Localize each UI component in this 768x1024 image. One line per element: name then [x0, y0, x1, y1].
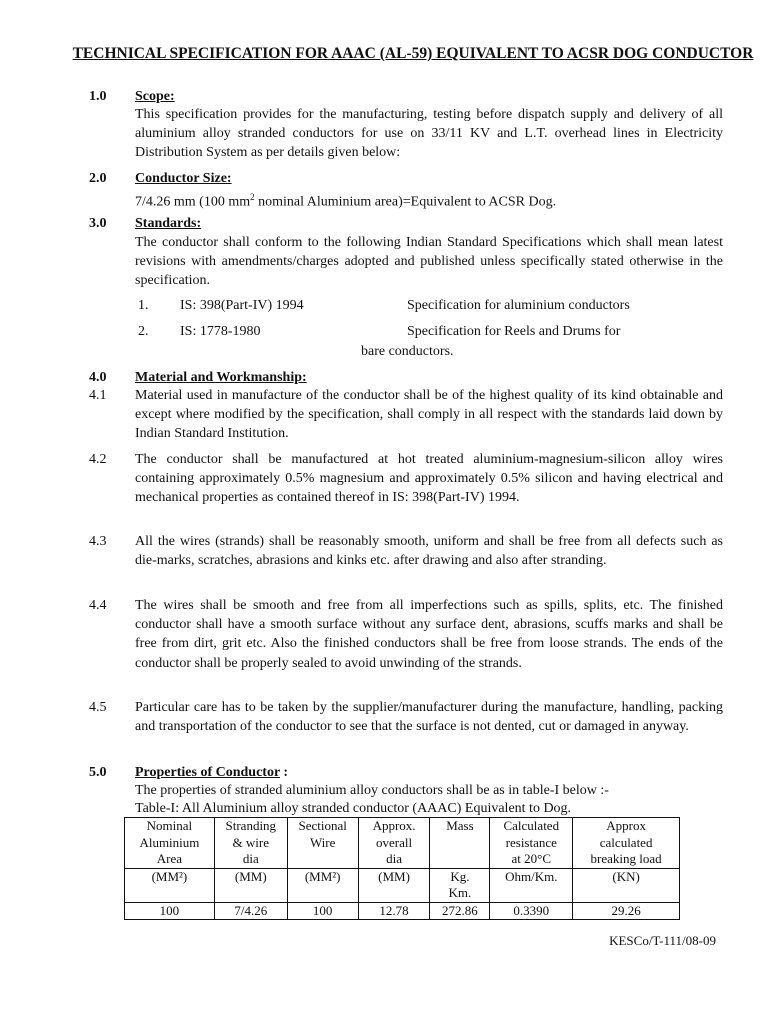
clause-number: 4.1: [89, 388, 107, 403]
value-cell: 272.86: [430, 902, 490, 920]
section-5-text: The properties of stranded aluminium alloy conductors shall be as in table-I below :-: [135, 783, 609, 798]
clause-number: 4.2: [89, 452, 107, 467]
clause-number: 4.4: [89, 598, 107, 613]
header-line: Approx.: [372, 818, 416, 833]
header-line: Sectional: [298, 818, 347, 833]
header-line: Approx: [606, 818, 646, 833]
header-line: dia: [386, 851, 402, 866]
clause-text: The conductor shall be manufactured at hot treated aluminium-magnesium-silicon alloy wires containing approximately 0.5% magnesium and approximately 0.5% silicon and having electrical and mechanical properties as contained thereof in IS: 398(Part-IV) 1994.: [135, 452, 723, 506]
document-title: TECHNICAL SPECIFICATION FOR AAAC (AL-59) EQUIVALENT TO ACSR DOG CONDUCTOR: [72, 45, 754, 62]
header-cell: [287, 818, 358, 869]
section-5-number: 5.0: [89, 765, 107, 780]
header-line: Nominal: [146, 818, 193, 833]
section-4-heading: Material and Workmanship:: [135, 370, 307, 385]
unit-cell: [490, 868, 573, 902]
conductor-properties-table: [124, 817, 680, 920]
header-line: Calculated: [503, 818, 560, 833]
value-cell: 7/4.26: [214, 902, 287, 920]
table-header-row: [125, 818, 680, 869]
section-4-number: 4.0: [89, 370, 107, 385]
unit-line: Ohm/Km.: [505, 868, 558, 884]
unit-cell: [430, 868, 490, 902]
conductor-size-part-a: 7/4.26 mm (100 mm: [135, 194, 251, 210]
standard-item-code: IS: 398(Part-IV) 1994: [180, 298, 304, 313]
unit-cell: [125, 868, 215, 902]
unit-line: (MM): [378, 868, 410, 884]
unit-cell: [214, 868, 287, 902]
header-line: dia: [242, 851, 259, 866]
value-cell: 0.3390: [490, 902, 573, 920]
table-caption: Table-I: All Aluminium alloy stranded conductor (AAAC) Equivalent to Dog.: [135, 801, 572, 816]
section-2-text: [135, 188, 723, 212]
value-cell: 100: [287, 902, 358, 920]
standard-item-description: Specification for aluminium conductors: [407, 298, 630, 313]
standard-item-code: IS: 1778-1980: [180, 324, 261, 339]
header-cell: [573, 818, 680, 869]
header-line: Wire: [309, 834, 336, 850]
header-line: calculated: [599, 834, 653, 850]
document-reference: KESCo/T-111/08-09: [609, 933, 716, 948]
clause-text: All the wires (strands) shall be reasonably smooth, uniform and shall be free from all defects such as die-marks, scratches, abrasions and kinks etc. after drawing and also after stranding.: [135, 534, 723, 569]
header-cell: [214, 818, 287, 869]
header-cell: [430, 818, 490, 869]
unit-line: (MM²): [151, 868, 188, 884]
section-5-heading: [135, 763, 288, 782]
unit-line: Km.: [448, 885, 472, 900]
value-cell: 29.26: [573, 902, 680, 920]
header-line: breaking load: [590, 851, 662, 866]
section-3-text: The conductor shall conform to the following Indian Standard Specifications which shall mean latest revisions with amendments/charges adopted and published unless specifically stated otherwise in the specification.: [135, 235, 723, 289]
value-cell: 12.78: [358, 902, 430, 920]
section-5-heading-colon: :: [279, 765, 289, 780]
header-line: Mass: [446, 818, 474, 833]
section-2-number: 2.0: [89, 171, 107, 186]
section-2-heading: Conductor Size:: [135, 171, 232, 186]
header-cell: [490, 818, 573, 869]
clause-number: 4.5: [89, 700, 107, 715]
clause-number: 4.3: [89, 534, 107, 549]
conductor-size-sup: 2: [250, 192, 255, 202]
header-line: resistance: [505, 834, 557, 850]
header-cell: [358, 818, 430, 869]
table-row: [125, 902, 680, 920]
header-line: at 20°C: [511, 851, 552, 866]
standard-item-number: 2.: [138, 324, 149, 339]
standard-item-description-continued: bare conductors.: [361, 344, 454, 359]
unit-cell: [358, 868, 430, 902]
section-1-number: 1.0: [89, 89, 107, 104]
section-3-heading: Standards:: [135, 216, 202, 231]
clause-text: Material used in manufacture of the conductor shall be of the highest quality of its kind obtainable and except where modified by the specification, shall comply in all respect with the standards laid down by Indian Standard Institution.: [135, 388, 723, 442]
header-line: Aluminium: [139, 834, 200, 850]
standard-item-number: 1.: [138, 298, 149, 313]
clause-text: Particular care has to be taken by the supplier/manufacturer during the manufacture, handling, packing and transportation of the conductor to see that the surface is not dented, cut or damaged in anyway.: [135, 700, 723, 735]
section-3-number: 3.0: [89, 216, 107, 231]
section-1-heading: Scope:: [135, 89, 175, 104]
section-1-text: This specification provides for the manufacturing, testing before dispatch supply and delivery of all aluminium alloy stranded conductors for use on 33/11 KV and L.T. overhead lines in Electricity Distribution System as per details given below:: [135, 107, 723, 161]
standard-item-description: Specification for Reels and Drums for: [407, 324, 621, 339]
unit-cell: [573, 868, 680, 902]
conductor-size-part-b: nominal Aluminium area)=Equivalent to ACSR Dog.: [254, 194, 557, 210]
header-line: Area: [156, 851, 183, 866]
section-5-heading-text: Properties of Conductor: [135, 765, 280, 780]
header-line: Stranding: [225, 818, 277, 833]
unit-line: Kg.: [450, 868, 470, 884]
table-units-row: [125, 868, 680, 902]
value-cell: 100: [125, 902, 215, 920]
header-cell: [125, 818, 215, 869]
unit-line: (MM): [234, 868, 267, 884]
unit-line: (MM²): [304, 868, 341, 884]
unit-cell: [287, 868, 358, 902]
header-line: overall: [376, 834, 413, 850]
header-line: & wire: [232, 834, 270, 850]
clause-text: The wires shall be smooth and free from all imperfections such as spills, splits, etc. The finished conductor shall have a smooth surface without any surface dent, abrasions, scuffs marks and shall be free from dirt, grit etc. Also the finished conductors shall be free from loose strands. The ends of the conductor shall be properly sealed to avoid unwinding of the strands.: [135, 598, 723, 671]
unit-line: (KN): [612, 868, 640, 884]
